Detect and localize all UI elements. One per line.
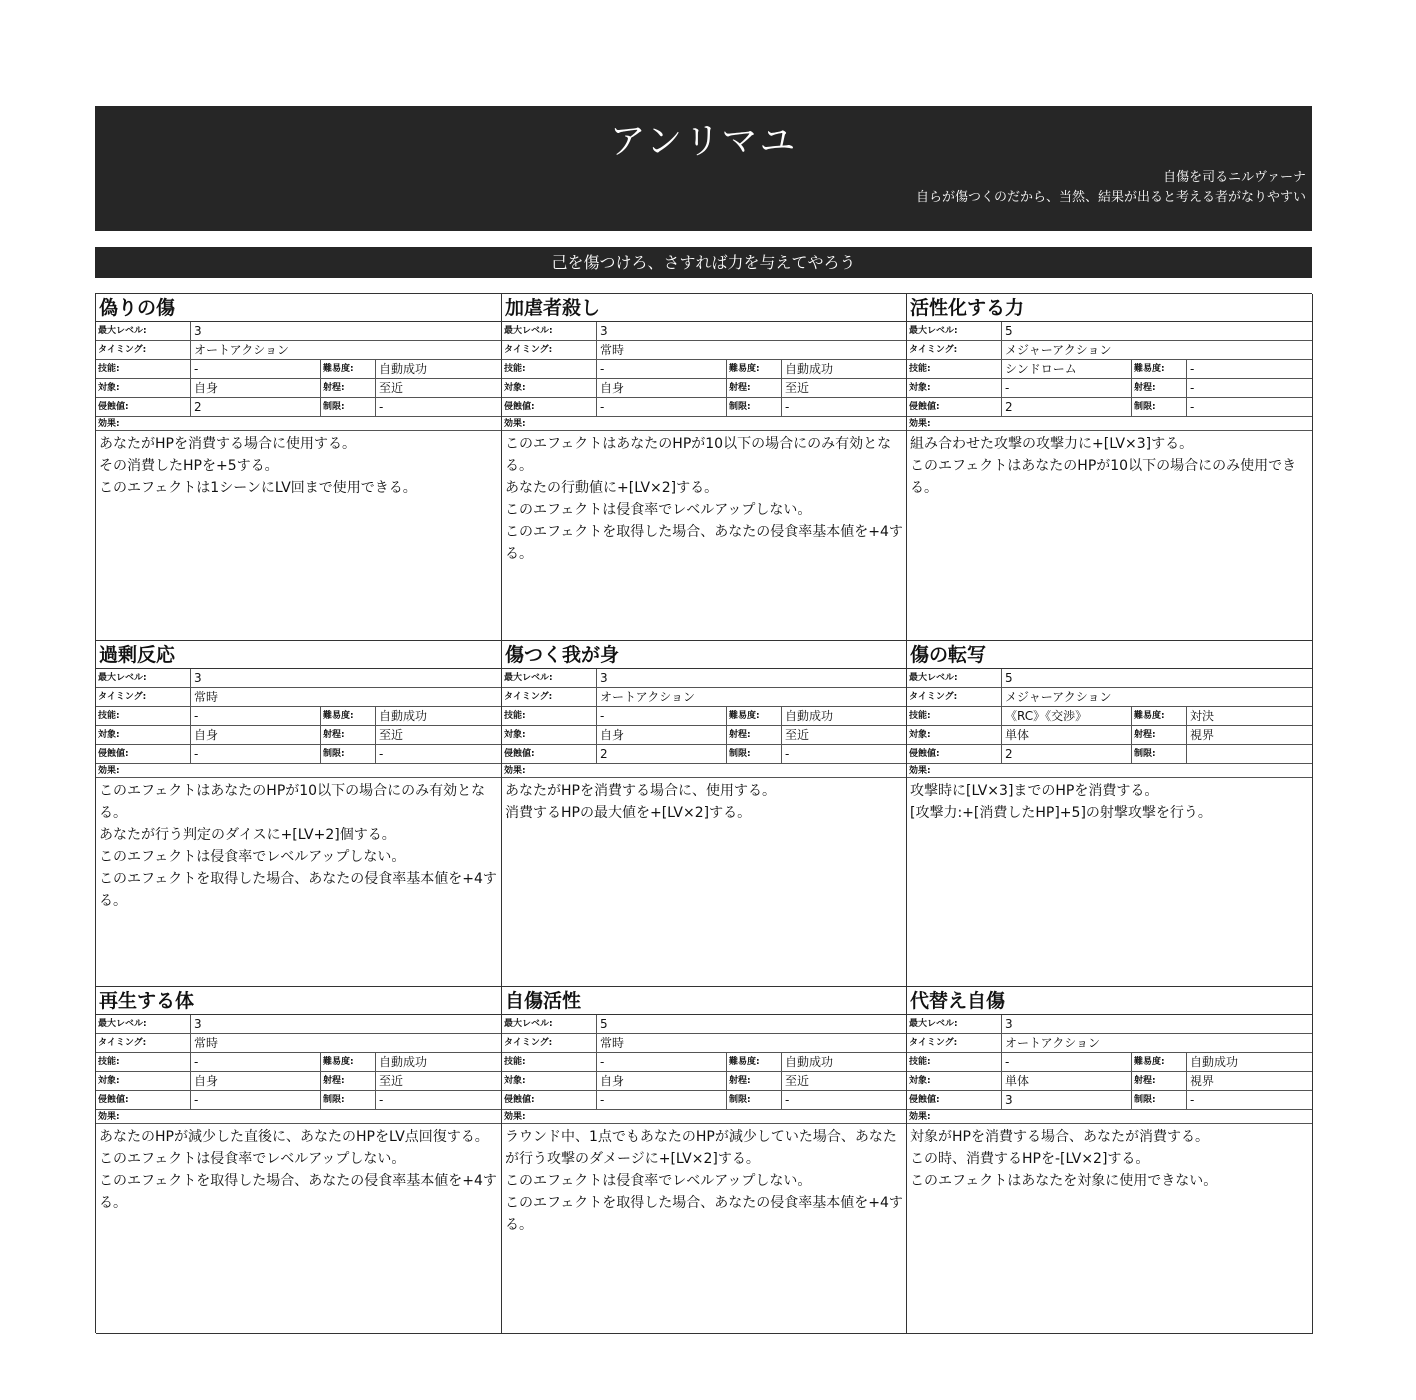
timing-label: タイミング: [502,688,597,706]
limit-value: - [1190,1093,1195,1107]
target-value: 自身 [597,726,727,744]
target-value: - [1002,379,1132,397]
limit-value: - [1190,400,1195,414]
effect-card [96,641,502,987]
effect-text [96,778,501,914]
timing-row [96,688,501,707]
effect-line: このエフェクトはあなたのHPが10以下の場合にのみ有効となる。 [99,783,486,821]
erosion-value: - [191,745,321,763]
limit-value: - [379,1093,384,1107]
skill-row [96,1053,501,1072]
timing-label: タイミング: [502,341,597,359]
skill-value: シンドローム [1002,360,1132,378]
effect-label: 効果: [502,764,906,778]
effect-card [502,641,907,987]
erosion-row [907,745,1312,764]
effect-label: 効果: [502,417,906,431]
effect-line: 組み合わせた攻撃の攻撃力に+[LV×3]する。 [910,436,1194,452]
skill-value: - [191,360,321,378]
difficulty-value: 自動成功 [785,709,834,723]
effect-label: 効果: [907,417,1312,431]
limit-value: - [785,1093,790,1107]
difficulty-value: 自動成功 [1190,1055,1239,1069]
range-value: 至近 [785,1074,810,1088]
effect-line: あなたが行う判定のダイスに+[LV+2]個する。 [99,827,396,843]
target-label: 対象: [502,726,597,744]
skill-label: 技能: [907,360,1002,378]
difficulty-value: 自動成功 [379,709,428,723]
skill-row [96,707,501,726]
max-level-value: 3 [194,671,202,685]
skill-label: 技能: [502,360,597,378]
effect-card [502,294,907,641]
effect-name: 代替え自傷 [907,987,1312,1015]
skill-label: 技能: [907,1053,1002,1071]
erosion-label: 侵蝕値: [96,1091,191,1109]
subtitle-description: 自らが傷つくのだから、当然、結果が出ると考える者がなりやすい [915,190,1306,205]
difficulty-value: 自動成功 [785,362,834,376]
effect-line: このエフェクトはあなたのHPが10以下の場合にのみ使用できる。 [910,458,1297,496]
timing-value: メジャーアクション [1005,343,1112,357]
limit-label: 制限: [727,745,782,763]
timing-row [96,341,501,360]
target-label: 対象: [96,726,191,744]
target-value: 自身 [191,726,321,744]
limit-label: 制限: [1132,1091,1187,1109]
effect-card [96,294,502,641]
difficulty-label: 難易度: [321,360,376,378]
range-label: 射程: [727,726,782,744]
max-level-value: 3 [194,1017,202,1031]
difficulty-label: 難易度: [727,360,782,378]
difficulty-label: 難易度: [727,707,782,725]
erosion-value: 2 [1002,398,1132,416]
target-row [502,379,906,398]
effect-label: 効果: [502,1110,906,1124]
skill-label: 技能: [907,707,1002,725]
skill-value: - [191,707,321,725]
skill-value: - [1002,1053,1132,1071]
skill-value: - [191,1053,321,1071]
erosion-value: 2 [1002,745,1132,763]
max-level-value: 3 [600,324,608,338]
range-label: 射程: [321,379,376,397]
erosion-row [96,1091,501,1110]
effect-card [907,294,1313,641]
max-level-value: 5 [600,1017,608,1031]
max-level-label: 最大レベル: [96,322,191,340]
effect-line: このエフェクトを取得した場合、あなたの侵食率基本値を+4する。 [99,871,497,909]
effect-name: 偽りの傷 [96,294,501,322]
target-row [96,379,501,398]
effect-text [502,1124,906,1238]
effect-card [96,987,502,1334]
skill-label: 技能: [502,707,597,725]
max-level-row [502,322,906,341]
effect-line: このエフェクトは侵食率でレベルアップしない。 [99,849,406,865]
difficulty-label: 難易度: [321,707,376,725]
effect-line: [攻撃力:+[消費したHP]+5]の射撃攻撃を行う。 [910,805,1212,821]
erosion-row [502,398,906,417]
target-row [96,726,501,745]
timing-value: オートアクション [1005,1036,1101,1050]
target-row [907,1072,1312,1091]
target-label: 対象: [907,379,1002,397]
erosion-label: 侵蝕値: [907,745,1002,763]
erosion-row [907,398,1312,417]
target-row [502,726,906,745]
limit-label: 制限: [1132,745,1187,763]
difficulty-value: 対決 [1190,709,1215,723]
timing-label: タイミング: [96,341,191,359]
timing-value: オートアクション [600,690,696,704]
erosion-value: - [191,1091,321,1109]
range-value: 視界 [1190,728,1215,742]
effect-name: 傷の転写 [907,641,1312,669]
timing-label: タイミング: [502,1034,597,1052]
erosion-label: 侵蝕値: [502,745,597,763]
erosion-label: 侵蝕値: [502,398,597,416]
erosion-label: 侵蝕値: [96,398,191,416]
effect-line: その消費したHPを+5する。 [99,458,279,474]
erosion-label: 侵蝕値: [907,398,1002,416]
timing-row [502,1034,906,1053]
range-value: 至近 [379,728,404,742]
effect-line: このエフェクトを取得した場合、あなたの侵食率基本値を+4する。 [505,524,903,562]
skill-label: 技能: [96,1053,191,1071]
range-label: 射程: [727,379,782,397]
range-value: 至近 [379,1074,404,1088]
max-level-row [96,322,501,341]
max-level-label: 最大レベル: [96,669,191,687]
effect-label: 効果: [907,764,1312,778]
difficulty-value: 自動成功 [785,1055,834,1069]
effect-name: 自傷活性 [502,987,906,1015]
target-label: 対象: [96,379,191,397]
difficulty-label: 難易度: [321,1053,376,1071]
max-level-row [502,1015,906,1034]
range-label: 射程: [727,1072,782,1090]
timing-row [502,688,906,707]
max-level-value: 3 [1005,1017,1013,1031]
target-row [907,379,1312,398]
timing-value: 常時 [194,690,219,704]
max-level-label: 最大レベル: [907,1015,1002,1033]
target-value: 単体 [1002,726,1132,744]
effect-text [96,1124,501,1216]
erosion-label: 侵蝕値: [502,1091,597,1109]
limit-value [1187,745,1312,763]
erosion-row [502,1091,906,1110]
effect-name: 再生する体 [96,987,501,1015]
range-value: 視界 [1190,1074,1215,1088]
max-level-row [907,669,1312,688]
max-level-value: 3 [600,671,608,685]
skill-row [96,360,501,379]
limit-label: 制限: [321,745,376,763]
range-label: 射程: [321,1072,376,1090]
erosion-row [96,398,501,417]
target-label: 対象: [907,1072,1002,1090]
difficulty-label: 難易度: [1132,1053,1187,1071]
erosion-value: 2 [191,398,321,416]
effect-line: このエフェクトを取得した場合、あなたの侵食率基本値を+4する。 [505,1195,903,1233]
max-level-value: 5 [1005,324,1013,338]
effect-name: 活性化する力 [907,294,1312,322]
timing-row [907,341,1312,360]
limit-label: 制限: [727,398,782,416]
target-row [907,726,1312,745]
target-value: 自身 [191,1072,321,1090]
effect-text [907,1124,1312,1194]
target-row [502,1072,906,1091]
target-value: 自身 [597,1072,727,1090]
max-level-label: 最大レベル: [502,1015,597,1033]
timing-label: タイミング: [907,688,1002,706]
target-label: 対象: [502,379,597,397]
effect-card [907,987,1313,1334]
timing-value: 常時 [600,343,625,357]
range-label: 射程: [1132,726,1187,744]
limit-value: - [379,747,384,761]
max-level-label: 最大レベル: [502,669,597,687]
page-title: アンリマユ [609,121,798,162]
range-label: 射程: [1132,379,1187,397]
effect-name: 加虐者殺し [502,294,906,322]
difficulty-label: 難易度: [727,1053,782,1071]
effect-line: この時、消費するHPを-[LV×2]する。 [910,1151,1150,1167]
limit-label: 制限: [1132,398,1187,416]
erosion-value: 2 [597,745,727,763]
effect-text [502,431,906,567]
effect-line: このエフェクトはあなたを対象に使用できない。 [910,1173,1218,1189]
max-level-label: 最大レベル: [907,669,1002,687]
range-value: 至近 [379,381,404,395]
effect-name: 傷つく我が身 [502,641,906,669]
erosion-value: - [597,1091,727,1109]
effect-text [502,778,906,826]
effect-line: このエフェクトは1シーンにLV回まで使用できる。 [99,480,417,496]
difficulty-label: 難易度: [1132,707,1187,725]
timing-value: 常時 [600,1036,625,1050]
range-value: - [1190,381,1195,395]
timing-value: 常時 [194,1036,219,1050]
header [95,106,1312,231]
timing-row [907,688,1312,707]
effect-line: このエフェクトはあなたのHPが10以下の場合にのみ有効となる。 [505,436,892,474]
max-level-label: 最大レベル: [907,322,1002,340]
target-value: 単体 [1002,1072,1132,1090]
effect-line: ラウンド中、1点でもあなたのHPが減少していた場合、あなたが行う攻撃のダメージに+[LV×2]する。 [505,1129,897,1167]
timing-label: タイミング: [907,341,1002,359]
effect-line: あなたがHPを消費する場合に使用する。 [99,436,356,452]
subtitle-domain: 自傷を司るニルヴァーナ [1163,170,1306,185]
effect-line: あなたの行動値に+[LV×2]する。 [505,480,719,496]
skill-row [907,707,1312,726]
difficulty-label: 難易度: [1132,360,1187,378]
timing-row [907,1034,1312,1053]
timing-row [502,341,906,360]
erosion-value: - [597,398,727,416]
effect-line: あなたがHPを消費する場合に、使用する。 [505,783,776,799]
max-level-value: 5 [1005,671,1013,685]
effect-card [502,987,907,1334]
effect-card [907,641,1313,987]
motto-banner: 己を傷つけろ、さすれば力を与えてやろう [95,247,1312,278]
effect-line: このエフェクトは侵食率でレベルアップしない。 [505,1173,812,1189]
effect-text [96,431,501,501]
effect-line: 攻撃時に[LV×3]までのHPを消費する。 [910,783,1159,799]
limit-value: - [785,747,790,761]
effect-grid [95,293,1312,1333]
skill-value: 《RC》《交渉》 [1002,707,1132,725]
range-label: 射程: [321,726,376,744]
skill-row [907,360,1312,379]
timing-label: タイミング: [96,688,191,706]
effect-line: 消費するHPの最大値を+[LV×2]する。 [505,805,752,821]
erosion-row [96,745,501,764]
erosion-label: 侵蝕値: [907,1091,1002,1109]
timing-value: メジャーアクション [1005,690,1112,704]
effect-label: 効果: [96,764,501,778]
erosion-label: 侵蝕値: [96,745,191,763]
max-level-row [96,1015,501,1034]
skill-value: - [597,360,727,378]
max-level-label: 最大レベル: [96,1015,191,1033]
max-level-row [907,1015,1312,1034]
skill-label: 技能: [502,1053,597,1071]
effect-text [907,778,1312,826]
max-level-value: 3 [194,324,202,338]
difficulty-value: 自動成功 [379,1055,428,1069]
erosion-row [907,1091,1312,1110]
limit-value: - [785,400,790,414]
effect-name: 過剰反応 [96,641,501,669]
difficulty-value: 自動成功 [379,362,428,376]
max-level-label: 最大レベル: [502,322,597,340]
target-value: 自身 [597,379,727,397]
effect-line: あなたのHPが減少した直後に、あなたのHPをLV点回復する。 [99,1129,489,1145]
timing-label: タイミング: [96,1034,191,1052]
range-label: 射程: [1132,1072,1187,1090]
erosion-row [502,745,906,764]
max-level-row [502,669,906,688]
target-label: 対象: [907,726,1002,744]
target-label: 対象: [96,1072,191,1090]
limit-value: - [379,400,384,414]
skill-row [502,1053,906,1072]
timing-label: タイミング: [907,1034,1002,1052]
effect-text [907,431,1312,501]
limit-label: 制限: [321,398,376,416]
skill-label: 技能: [96,360,191,378]
target-label: 対象: [502,1072,597,1090]
skill-value: - [597,1053,727,1071]
skill-label: 技能: [96,707,191,725]
limit-label: 制限: [321,1091,376,1109]
skill-row [502,360,906,379]
effect-label: 効果: [96,417,501,431]
max-level-row [96,669,501,688]
range-value: 至近 [785,381,810,395]
range-value: 至近 [785,728,810,742]
erosion-value: 3 [1002,1091,1132,1109]
effect-line: このエフェクトは侵食率でレベルアップしない。 [505,502,812,518]
effect-line: このエフェクトを取得した場合、あなたの侵食率基本値を+4する。 [99,1173,497,1211]
skill-row [907,1053,1312,1072]
target-row [96,1072,501,1091]
effect-line: 対象がHPを消費する場合、あなたが消費する。 [910,1129,1209,1145]
timing-row [96,1034,501,1053]
timing-value: オートアクション [194,343,290,357]
effect-label: 効果: [96,1110,501,1124]
limit-label: 制限: [727,1091,782,1109]
effect-label: 効果: [907,1110,1312,1124]
target-value: 自身 [191,379,321,397]
difficulty-value: - [1190,362,1195,376]
skill-row [502,707,906,726]
max-level-row [907,322,1312,341]
effect-line: このエフェクトは侵食率でレベルアップしない。 [99,1151,406,1167]
skill-value: - [597,707,727,725]
